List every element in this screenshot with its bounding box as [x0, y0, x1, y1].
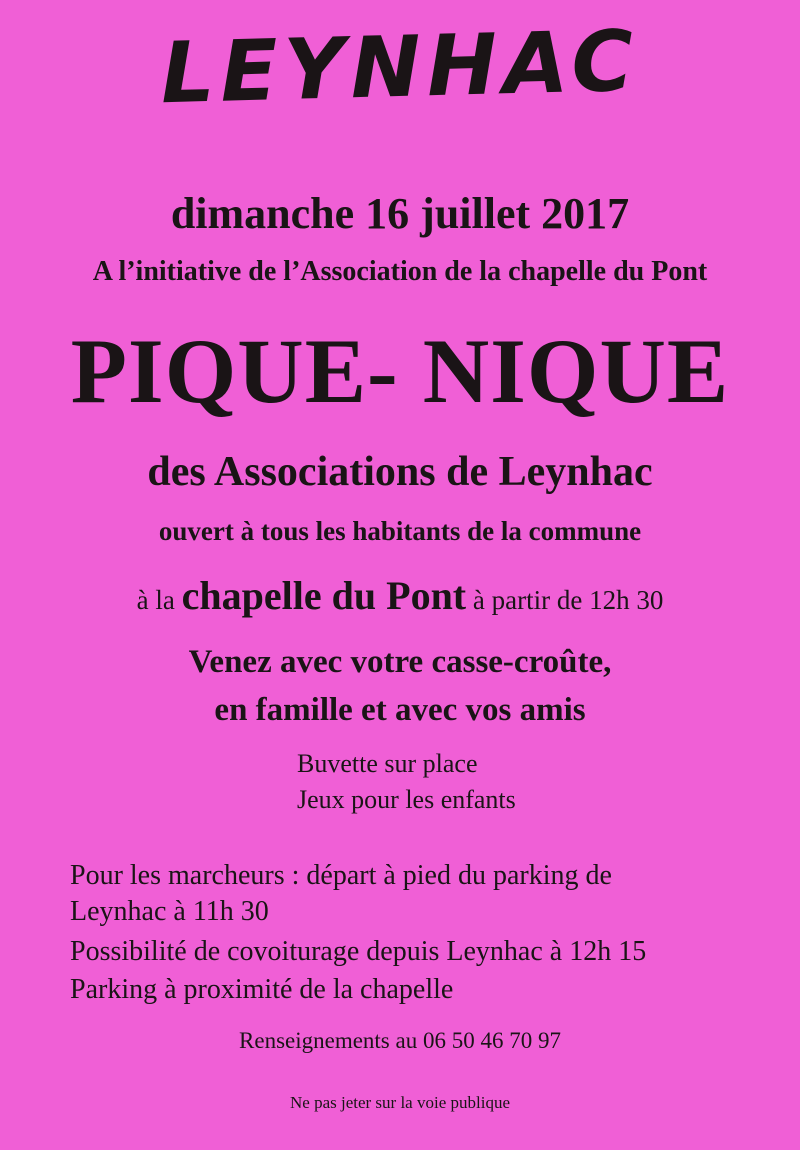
parking-line: Parking à proximité de la chapelle — [70, 974, 454, 1005]
amenity-games: Jeux pour les enfants — [297, 785, 516, 814]
audience-line: ouvert à tous les habitants de la commune — [158, 516, 642, 546]
event-title: PIQUE- NIQUE — [70, 320, 730, 422]
location-prefix: à la — [136, 585, 175, 615]
contact-phone: Renseignements au 06 50 46 70 97 — [239, 1028, 561, 1053]
litter-notice: Ne pas jeter sur la voie publique — [290, 1093, 510, 1112]
start-time: à partir de 12h 30 — [472, 585, 664, 615]
amenity-bar: Buvette sur place — [297, 749, 478, 778]
town-name: LEYNHAC — [159, 11, 641, 123]
location-line — [0, 572, 800, 619]
invite-line-1: Venez avec votre casse-croûte, — [188, 644, 612, 680]
organizer-line: A l’initiative de l’Association de la chapelle du Pont — [92, 256, 708, 287]
associations-line: des Associations de Leynhac — [147, 449, 653, 495]
carpool-line: Possibilité de covoiturage depuis Leynhac à 12h 15 — [70, 936, 647, 967]
walkers-line-1: Pour les marcheurs : départ à pied du parking de — [70, 860, 612, 891]
walkers-line-2: Leynhac à 11h 30 — [70, 896, 269, 927]
location-name: chapelle du Pont — [181, 573, 467, 618]
invite-line-2: en famille et avec vos amis — [214, 692, 586, 728]
event-date: dimanche 16 juillet 2017 — [170, 189, 630, 238]
